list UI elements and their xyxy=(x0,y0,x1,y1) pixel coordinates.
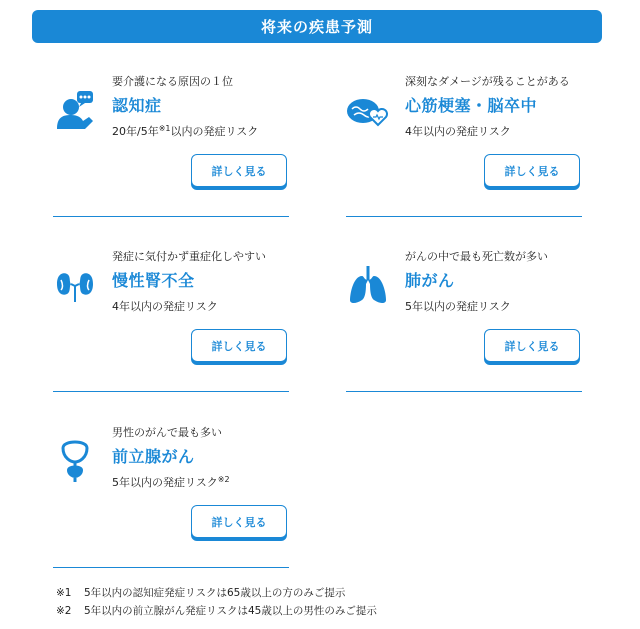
card-lead-text: 要介護になる原因の１位 xyxy=(112,75,233,88)
dementia-head-icon xyxy=(53,87,97,131)
card-risk-text: 5年以内の発症リスク$^{※2}$ xyxy=(112,475,230,489)
card-lead-text: がんの中で最も死亡数が多い xyxy=(405,250,548,263)
card-risk-text: 20年/5年$^{※1}$以内の発症リスク xyxy=(112,124,259,138)
lungs-icon xyxy=(346,262,390,306)
footnote-mark: ※2 xyxy=(217,475,230,484)
card-title: 心筋梗塞・脳卒中 xyxy=(405,96,538,115)
card-title: 肺がん xyxy=(405,271,455,290)
details-button-kidney[interactable]: 詳しく見る xyxy=(191,329,287,362)
details-button-dementia[interactable]: 詳しく見る xyxy=(191,154,287,187)
card-title: 認知症 xyxy=(112,96,162,115)
card-risk-text: 5年以内の発症リスク xyxy=(405,300,511,313)
card-divider xyxy=(53,391,289,392)
footnote-text: 5年以内の前立腺がん発症リスクは45歳以上の男性のみご提示 xyxy=(84,605,377,617)
disease-card-cardio xyxy=(346,73,582,223)
disease-card-kidney xyxy=(53,248,289,398)
footnotes xyxy=(56,584,377,620)
details-button-lung[interactable]: 詳しく見る xyxy=(484,329,580,362)
details-button-prostate[interactable]: 詳しく見る xyxy=(191,505,287,538)
kidney-icon xyxy=(53,262,97,306)
card-divider xyxy=(53,567,289,568)
prostate-icon xyxy=(53,438,97,482)
card-lead-text: 発症に気付かず重症化しやすい xyxy=(112,250,266,263)
footnote-text: 5年以内の認知症発症リスクは65歳以上の方のみご提示 xyxy=(84,587,346,599)
details-button-cardio[interactable]: 詳しく見る xyxy=(484,154,580,187)
card-lead-text: 男性のがんで最も多い xyxy=(112,426,222,439)
footnote-1 xyxy=(56,584,377,602)
card-divider xyxy=(346,391,582,392)
disease-card-lung xyxy=(346,248,582,398)
card-title: 前立腺がん xyxy=(112,447,195,466)
disease-card-dementia xyxy=(53,73,289,223)
card-title: 慢性腎不全 xyxy=(112,271,195,290)
brain-heart-icon xyxy=(346,87,390,131)
card-risk-text: 4年以内の発症リスク xyxy=(405,125,511,138)
section-title: 将来の疾患予測 xyxy=(260,18,373,36)
footnote-2 xyxy=(56,602,377,620)
card-risk-text: 4年以内の発症リスク xyxy=(112,300,218,313)
footnote-mark: ※1 xyxy=(158,124,171,133)
card-divider xyxy=(53,216,289,217)
card-lead-text: 深刻なダメージが残ることがある xyxy=(405,75,570,88)
footnote-mark: ※2 xyxy=(56,605,72,617)
card-divider xyxy=(346,216,582,217)
section-header xyxy=(32,10,602,43)
disease-card-prostate xyxy=(53,424,289,574)
footnote-mark: ※1 xyxy=(56,587,72,599)
